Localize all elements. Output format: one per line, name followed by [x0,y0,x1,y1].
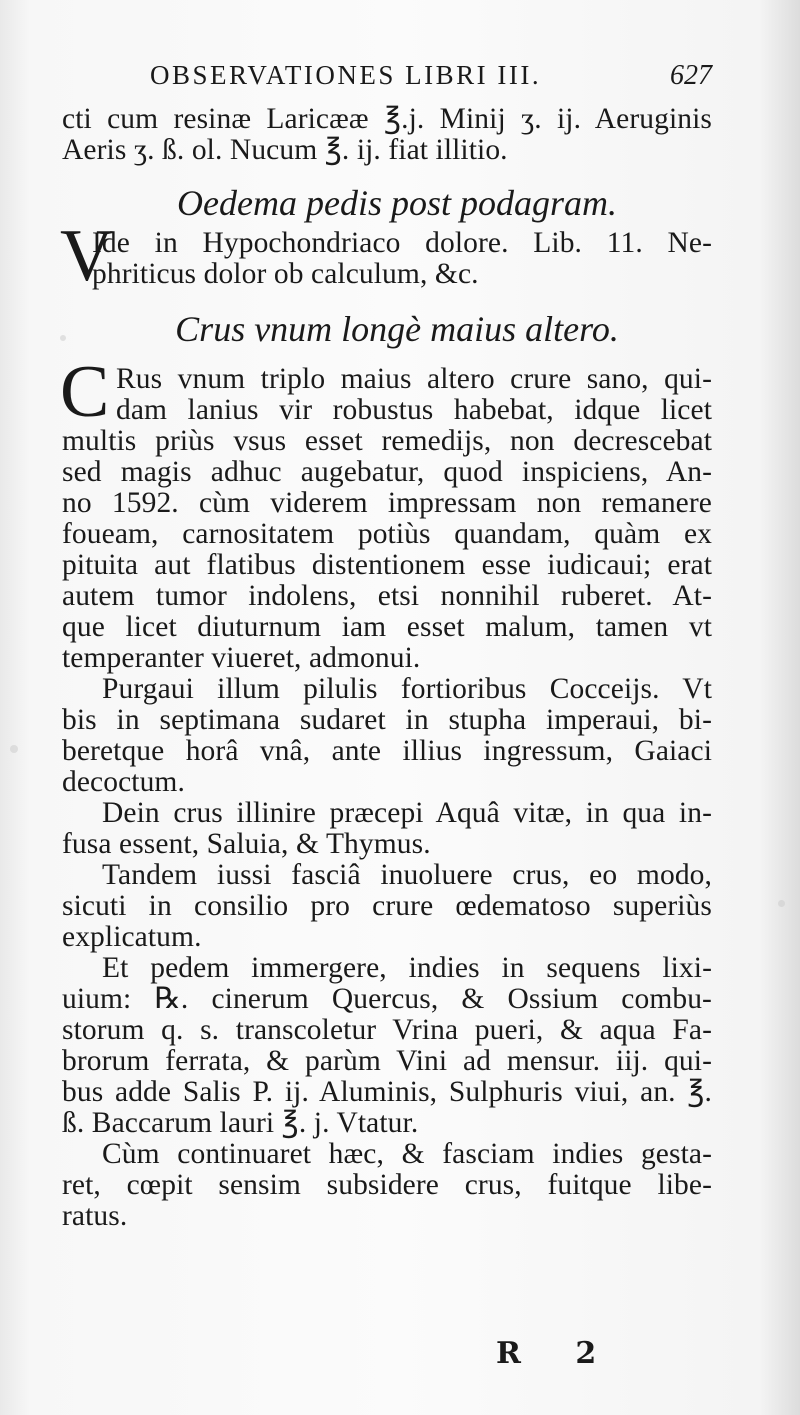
text-line: temperanter viueret, admonui. [62,643,421,674]
intro-line: Aeris ʒ. ß. ol. Nucum ℥. ij. fiat illitio. [62,135,508,166]
running-title: OBSERVATIONES LIBRI III. [150,60,542,90]
text-line: bis in septimana sudaret in stupha imperaui, bi- [62,705,712,736]
text-line: multis priùs vsus esset remedijs, non decrescebat [62,426,712,457]
text-line: Dein crus illinire præcepi Aquâ vitæ, in qua in- [102,798,712,829]
section-title: Crus vnum longè maius altero. [175,309,619,349]
text-line: Tandem iussi fasciâ inuoluere crus, eo modo, [102,860,712,891]
text-line: no 1592. cùm viderem impressam non remanere [62,488,712,519]
ink-speck [778,900,785,907]
text-line: sed magis adhuc augebatur, quod inspiciens, An- [62,457,712,488]
text-line: explicatum. [62,922,202,953]
text-line: fusa essent, Saluia, & Thymus. [62,829,431,860]
text-line: brorum ferrata, & parùm Vini ad mensur. iij. qui- [62,1046,712,1077]
text-line: storum q. s. transcoletur Vrina pueri, & aqua Fa- [62,1015,712,1046]
text-line: foueam, carnositatem potiùs quandam, quàm ex [62,519,712,550]
text-line: uium: ℞. cinerum Quercus, & Ossium combu- [62,984,712,1015]
text-line: decoctum. [62,767,185,798]
text-line: sicuti in consilio pro crure œdematoso superiùs [62,891,712,922]
text-line: Rus vnum triplo maius altero crure sano, qui- [116,364,712,395]
text-line: beretque horâ vnâ, ante illius ingressum, Gaiaci [62,736,712,767]
text-line: autem tumor indolens, etsi nonnihil ruberet. At- [62,581,712,612]
text-line: ratus. [62,1201,128,1232]
text-line: pituita aut flatibus distentionem esse iudicaui; erat [62,550,712,581]
text-line: Cùm continuaret hæc, & fasciam indies gesta- [102,1139,712,1170]
text-line: Purgaui illum pilulis fortioribus Cocceijs. Vt [102,674,712,705]
text-line: ß. Baccarum lauri ℥. j. Vtatur. [62,1108,419,1139]
text-line: Et pedem immergere, indies in sequens lixi- [102,953,712,984]
page-text [62,60,712,1232]
page-number: 627 [670,60,712,91]
drop-cap: V [60,215,114,297]
intro-line: cti cum resinæ Laricææ ℥.j. Minij ʒ. ij. Aeruginis [62,104,712,135]
text-line: bus adde Salis P. ij. Aluminis, Sulphuris viui, an. ℥. [62,1077,712,1108]
drop-cap: C [60,351,110,433]
text-line: Ide in Hypochondriaco dolore. Lib. 11. Ne- [92,228,712,259]
ink-speck [10,745,18,753]
text-line: ret, cœpit sensim subsidere crus, fuitque libe- [62,1170,712,1201]
text-line: phriticus dolor ob calculum, &c. [92,259,479,290]
section-body [60,351,712,1232]
running-head [62,60,712,110]
section-body [60,215,712,297]
text-line: dam lanius vir robustus habebat, idque licet [116,395,712,426]
signature-mark: R 2 [496,1336,619,1371]
section-title: Oedema pedis post podagram. [177,183,617,223]
text-line: que licet diuturnum iam esset malum, tamen vt [62,612,712,643]
